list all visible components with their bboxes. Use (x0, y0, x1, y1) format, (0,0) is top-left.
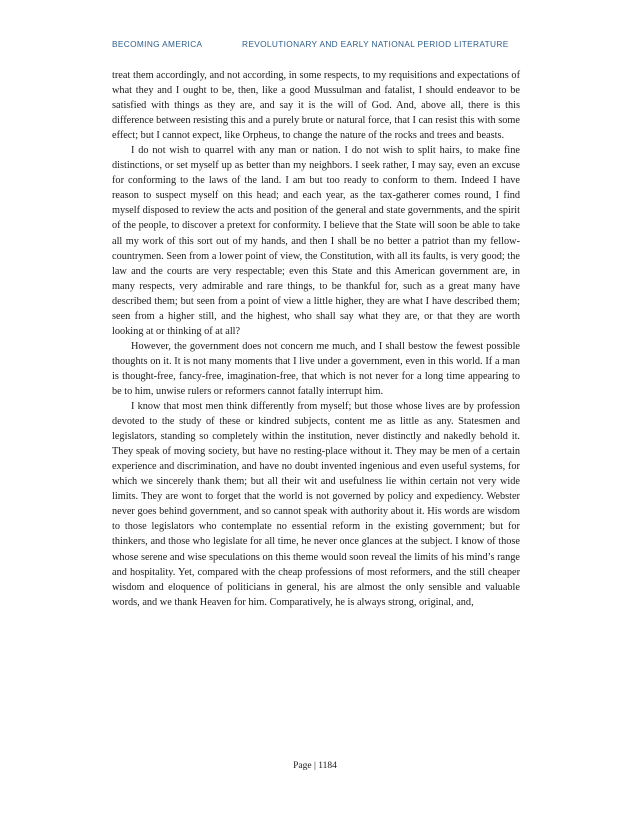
paragraph: I do not wish to quarrel with any man or nation. I do not wish to split hairs, to make fine distinctions, or set myself up as better than my neighbors. I seek rather, I may say, even an excuse for conforming to the laws of the land. I am but too ready to conform to them. Indeed I have reason to suspect myself on this head; and each year, as the tax-gatherer comes round, I find myself disposed to review the acts and position of the general and state governments, and the spirit of the people, to discover a pretext for conformity. I believe that the State will soon be able to take all my work of this sort out of my hands, and then I shall be no better a patriot than my fellow-countrymen. Seen from a lower point of view, the Constitution, with all its faults, is very good; the law and the courts are very respectable; even this State and this American government are, in many respects, very admirable and rare things, to be thankful for, such as a great many have described them; but seen from a point of view a little higher, they are what I have described them; seen from a higher still, and the highest, who shall say what they are, or that they are worth looking at or thinking of at all? (112, 145, 520, 337)
header-book-title: BECOMING AMERICA (112, 39, 203, 49)
running-header (112, 39, 522, 53)
page-number: Page | 1184 (293, 761, 337, 771)
paragraph: However, the government does not concern me much, and I shall bestow the fewest possible thoughts on it. It is not many moments that I live under a government, even in this world. If a man is thought-free, fancy-free, imagination-free, that which is not never for a long time appearing to be to him, unwise rulers or reformers cannot fatally interrupt him. (112, 340, 520, 397)
paragraph: treat them accordingly, and not according, in some respects, to my requisitions and expectations of what they and I ought to be, then, like a good Mussulman and fatalist, I should endeavor to be satisfied with things as they are, and say it is the will of God. And, above all, there is this difference between resisting this and a purely brute or natural force, that I can resist this with some effect; but I cannot expect, like Orpheus, to change the nature of the rocks and trees and beasts. (112, 70, 520, 142)
header-section-title: REVOLUTIONARY AND EARLY NATIONAL PERIOD LITERATURE (242, 39, 509, 49)
paragraph: I know that most men think differently from myself; but those whose lives are by profession devoted to the study of these or kindred subjects, content me as little as any. Statesmen and legislators, standing so completely within the institution, never distinctly and nakedly behold it. They speak of moving society, but have no resting-place without it. They may be men of a certain experience and discrimination, and have no doubt invented ingenious and even useful systems, for which we sincerely thank them; but all their wit and usefulness lie within certain not very wide limits. They are wont to forget that the world is not governed by policy and expediency. Webster never goes behind government, and so cannot speak with authority about it. His words are wisdom to those legislators who contemplate no essential reform in the existing government; but for thinkers, and those who legislate for all time, he never once glances at the subject. I know of those whose serene and wise speculations on this theme would soon reveal the limits of his mind’s range and hospitality. Yet, compared with the cheap professions of most reformers, and the still cheaper wisdom and eloquence of politicians in general, his are almost the only sensible and valuable words, and we thank Heaven for him. Comparatively, he is always strong, original, and, (112, 401, 520, 608)
body-text (112, 68, 520, 610)
